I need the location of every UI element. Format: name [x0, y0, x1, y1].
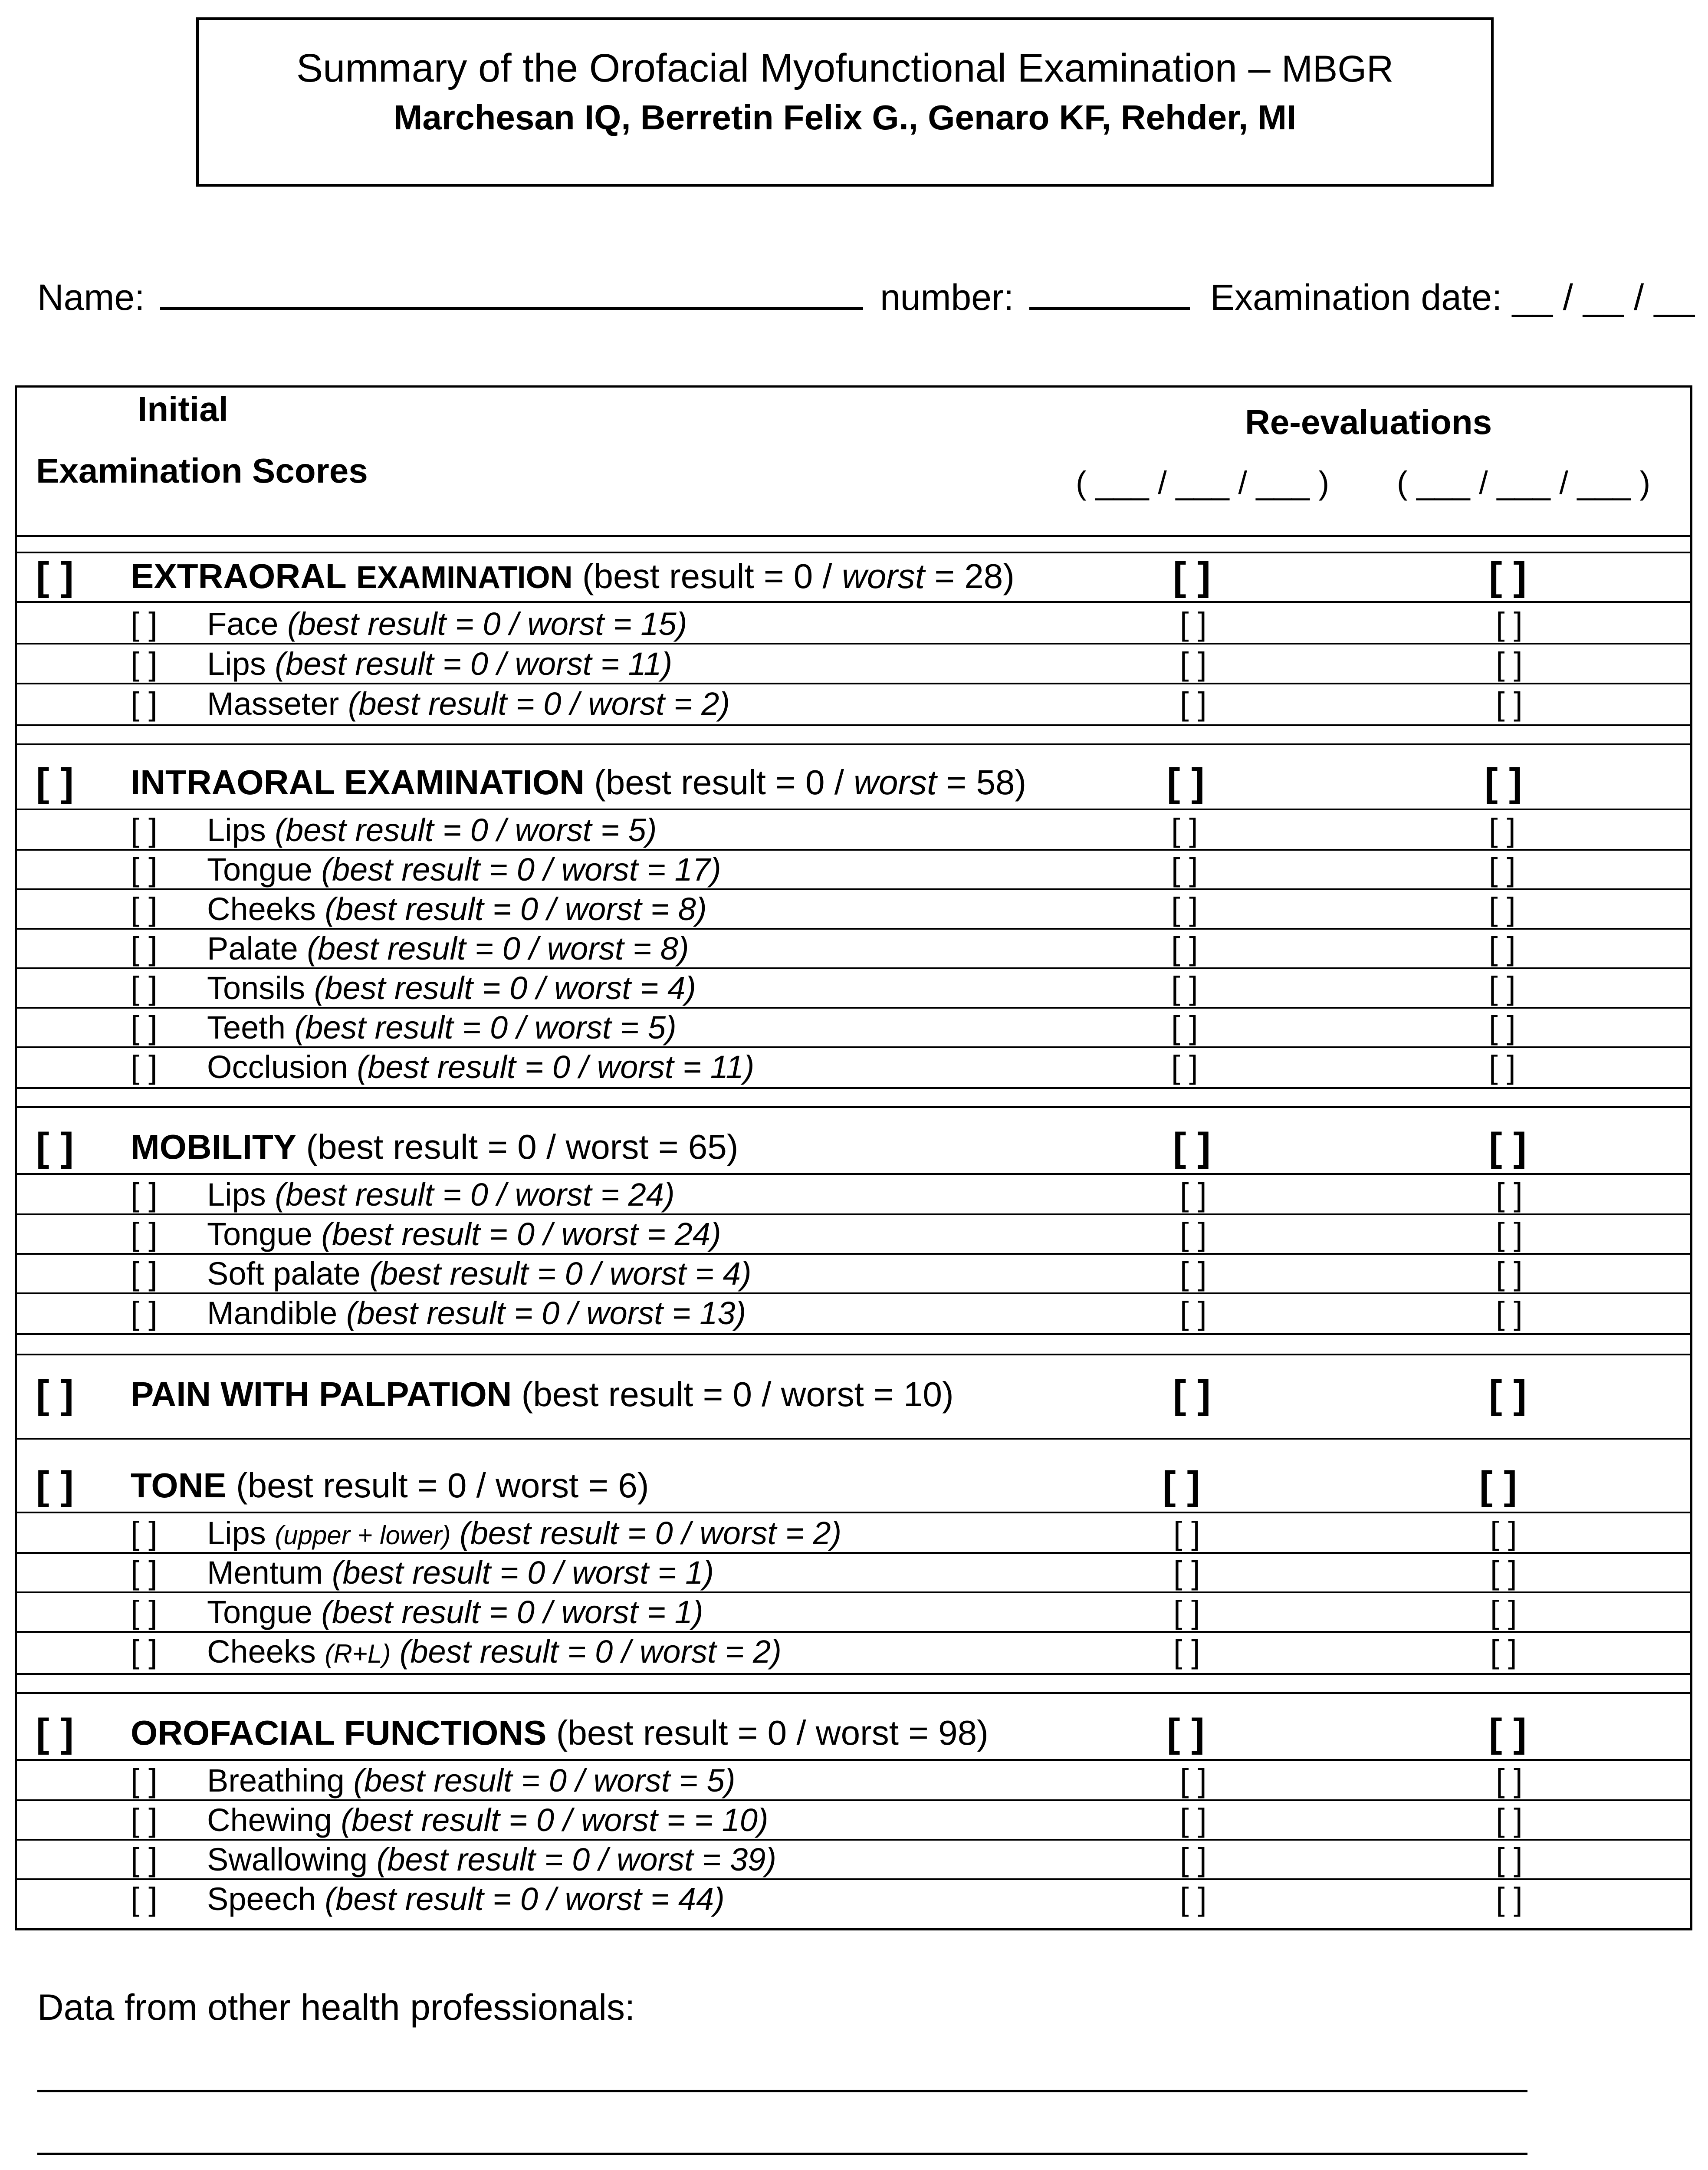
item-score-bracket[interactable]: [ ]	[131, 852, 158, 888]
item-label	[207, 1761, 735, 1800]
section-criteria-end: = 28)	[925, 557, 1015, 595]
item-label	[207, 890, 707, 929]
item-label	[207, 811, 657, 850]
reevaluation-1-item-bracket[interactable]: [ ]	[1180, 1216, 1207, 1252]
item-score-bracket[interactable]: [ ]	[131, 606, 158, 642]
form-title-text: Summary of the Orofacial Myofunctional Examination	[296, 46, 1237, 90]
item-name: Speech	[207, 1881, 316, 1917]
item-criteria: (best result = 0 / worst = 15)	[287, 606, 687, 642]
item-name: Mandible	[207, 1295, 338, 1331]
reevaluation-1-section-bracket[interactable]: [ ]	[1173, 1125, 1211, 1169]
item-name: Mentum	[207, 1555, 323, 1591]
reevaluation-2-section-bracket[interactable]: [ ]	[1489, 1711, 1527, 1755]
item-criteria: (best result = 0 / worst = 2)	[399, 1634, 782, 1670]
date-field[interactable]: __ / __ / __	[1512, 277, 1695, 318]
reevaluation-date-1[interactable]: ( ___ / ___ / ___ )	[1076, 465, 1330, 501]
section-score-bracket[interactable]: [ ]	[36, 760, 74, 805]
item-score-bracket[interactable]: [ ]	[131, 1881, 158, 1917]
item-criteria: (best result = 0 / worst = 11)	[357, 1049, 755, 1085]
item-name: Occlusion	[207, 1049, 348, 1085]
item-criteria: (best result = 0 / worst = 44)	[325, 1881, 725, 1917]
section-title	[131, 555, 1015, 599]
name-field[interactable]	[160, 299, 863, 310]
reevaluation-2-item-bracket[interactable]: [ ]	[1489, 930, 1516, 967]
reevaluation-1-item-bracket[interactable]: [ ]	[1171, 930, 1198, 967]
item-criteria: (best result = 0 / worst = 5)	[294, 1009, 677, 1046]
item-score-bracket[interactable]: [ ]	[131, 1295, 158, 1331]
item-name: Teeth	[207, 1009, 286, 1046]
item-note: (R+L)	[325, 1639, 391, 1668]
item-criteria: (best result = 0 / worst = 8)	[307, 930, 689, 967]
reevaluation-2-item-bracket[interactable]: [ ]	[1496, 1295, 1523, 1331]
reevaluation-1-item-bracket[interactable]: [ ]	[1173, 1634, 1200, 1670]
item-score-bracket[interactable]: [ ]	[131, 1594, 158, 1630]
item-note: (upper + lower)	[275, 1521, 451, 1550]
section-name: OROFACIAL FUNCTIONS	[131, 1713, 547, 1752]
patient-info-row	[37, 273, 1695, 321]
reevaluation-1-item-bracket[interactable]: [ ]	[1173, 1515, 1200, 1551]
item-name: Palate	[207, 930, 298, 967]
section-criteria: (best result = 0 / worst = 10)	[521, 1375, 954, 1414]
section-score-bracket[interactable]: [ ]	[36, 1463, 74, 1508]
row-divider	[17, 1512, 1690, 1513]
reevaluation-2-section-bracket[interactable]: [ ]	[1489, 554, 1527, 598]
item-criteria: (best result = 0 / worst = 5)	[353, 1762, 736, 1798]
reevaluation-2-item-bracket[interactable]: [ ]	[1496, 1881, 1523, 1917]
section-score-bracket[interactable]: [ ]	[36, 1711, 74, 1755]
item-label	[207, 1593, 703, 1632]
section-score-bracket[interactable]: [ ]	[36, 1125, 74, 1169]
reevaluation-1-item-bracket[interactable]: [ ]	[1180, 606, 1207, 642]
reevaluation-1-item-bracket[interactable]: [ ]	[1180, 646, 1207, 682]
reevaluation-1-item-bracket[interactable]: [ ]	[1180, 1177, 1207, 1213]
reevaluation-1-item-bracket[interactable]: [ ]	[1171, 970, 1198, 1006]
section-criteria: (best result = 0 / worst = 65)	[306, 1128, 739, 1166]
reevaluation-2-section-bracket[interactable]: [ ]	[1485, 760, 1522, 805]
item-name: Lips	[207, 1515, 266, 1551]
number-label: number:	[880, 277, 1014, 318]
item-label	[207, 644, 672, 684]
reevaluation-1-item-bracket[interactable]: [ ]	[1180, 1802, 1207, 1838]
section-name: INTRAORAL EXAMINATION	[131, 763, 585, 802]
reevaluation-2-item-bracket[interactable]: [ ]	[1490, 1634, 1517, 1670]
reevaluation-2-item-bracket[interactable]: [ ]	[1489, 970, 1516, 1006]
item-criteria: (best result = 0 / worst = 13)	[346, 1295, 746, 1331]
item-label	[207, 1880, 725, 1919]
section-criteria: (best result = 0 /	[582, 557, 842, 595]
row-divider	[17, 1173, 1690, 1175]
item-criteria: (best result = 0 / worst = 4)	[369, 1256, 752, 1292]
row-divider	[17, 601, 1690, 603]
item-label	[207, 1514, 841, 1555]
row-divider	[17, 1673, 1690, 1675]
item-score-bracket[interactable]: [ ]	[131, 1515, 158, 1551]
row-divider	[17, 552, 1690, 553]
item-score-bracket[interactable]: [ ]	[131, 1049, 158, 1085]
title-box	[196, 17, 1494, 187]
item-score-bracket[interactable]: [ ]	[131, 1841, 158, 1877]
scores-table	[15, 385, 1692, 1930]
reevaluation-1-item-bracket[interactable]: [ ]	[1171, 1049, 1198, 1085]
reevaluation-1-item-bracket[interactable]: [ ]	[1180, 1881, 1207, 1917]
reevaluation-1-section-bracket[interactable]: [ ]	[1167, 1711, 1205, 1755]
row-divider	[17, 1333, 1690, 1335]
item-label	[207, 969, 696, 1008]
reevaluation-2-item-bracket[interactable]: [ ]	[1490, 1594, 1517, 1630]
row-divider	[17, 1438, 1690, 1440]
item-label	[207, 1254, 752, 1293]
item-criteria: (best result = 0 / worst = 2)	[348, 686, 730, 722]
form-title-dash: –	[1237, 46, 1282, 90]
form-title	[199, 44, 1491, 93]
item-label	[207, 1801, 769, 1840]
reevaluation-2-item-bracket[interactable]: [ ]	[1490, 1555, 1517, 1591]
row-divider	[17, 1354, 1690, 1355]
reevaluation-2-item-bracket[interactable]: [ ]	[1496, 646, 1523, 682]
section-criteria-end: = 58)	[936, 763, 1027, 802]
item-score-bracket[interactable]: [ ]	[131, 1555, 158, 1591]
item-name: Cheeks	[207, 891, 316, 927]
number-field[interactable]	[1029, 299, 1190, 310]
date-label: Examination date:	[1210, 277, 1502, 318]
item-criteria: (best result = 0 / worst = = 10)	[341, 1802, 769, 1838]
reevaluation-1-item-bracket[interactable]: [ ]	[1180, 1256, 1207, 1292]
item-score-bracket[interactable]: [ ]	[131, 930, 158, 967]
item-score-bracket[interactable]: [ ]	[131, 812, 158, 848]
item-criteria: (best result = 0 / worst = 1)	[332, 1555, 714, 1591]
item-score-bracket[interactable]: [ ]	[131, 1177, 158, 1213]
item-label	[207, 850, 721, 889]
item-name: Breathing	[207, 1762, 345, 1798]
row-divider	[17, 1087, 1690, 1089]
section-criteria: (best result = 0 / worst = 6)	[236, 1466, 649, 1505]
reevaluation-1-item-bracket[interactable]: [ ]	[1171, 812, 1198, 848]
section-title	[131, 1125, 738, 1169]
reevaluation-2-item-bracket[interactable]: [ ]	[1496, 1762, 1523, 1798]
item-name: Soft palate	[207, 1256, 361, 1292]
item-score-bracket[interactable]: [ ]	[131, 1634, 158, 1670]
reevaluation-2-item-bracket[interactable]: [ ]	[1489, 1049, 1516, 1085]
reevaluation-date-2[interactable]: ( ___ / ___ / ___ )	[1397, 465, 1651, 501]
section-criteria-worst: worst	[841, 557, 925, 595]
reevaluation-2-item-bracket[interactable]: [ ]	[1496, 1177, 1523, 1213]
item-label	[207, 1048, 754, 1087]
reevaluation-1-section-bracket[interactable]: [ ]	[1163, 1463, 1200, 1508]
scores-header: Examination Scores	[36, 451, 368, 490]
row-divider	[17, 1106, 1690, 1108]
row-divider	[17, 535, 1690, 537]
item-criteria: (best result = 0 / worst = 1)	[321, 1594, 703, 1630]
reevaluation-2-section-bracket[interactable]: [ ]	[1489, 1125, 1527, 1169]
item-label	[207, 1632, 782, 1674]
item-score-bracket[interactable]: [ ]	[131, 1802, 158, 1838]
item-score-bracket[interactable]: [ ]	[131, 1216, 158, 1252]
section-title	[131, 761, 1026, 804]
reevaluations-header: Re-evaluations	[1245, 403, 1492, 441]
item-score-bracket[interactable]: [ ]	[131, 1256, 158, 1292]
item-label	[207, 684, 730, 723]
reevaluation-1-item-bracket[interactable]: [ ]	[1171, 852, 1198, 888]
item-label	[207, 605, 687, 644]
section-title	[131, 1373, 954, 1416]
reevaluation-2-item-bracket[interactable]: [ ]	[1489, 891, 1516, 927]
item-name: Tongue	[207, 852, 312, 888]
item-label	[207, 1553, 714, 1592]
item-name: Masseter	[207, 686, 339, 722]
reevaluation-2-item-bracket[interactable]: [ ]	[1489, 852, 1516, 888]
reevaluation-2-item-bracket[interactable]: [ ]	[1496, 686, 1523, 722]
item-criteria: (best result = 0 / worst = 24)	[321, 1216, 721, 1252]
reevaluation-2-item-bracket[interactable]: [ ]	[1496, 1256, 1523, 1292]
row-divider	[17, 809, 1690, 810]
item-name: Swallowing	[207, 1841, 368, 1877]
row-divider	[17, 743, 1690, 745]
section-name: PAIN WITH PALPATION	[131, 1375, 512, 1414]
item-score-bracket[interactable]: [ ]	[131, 891, 158, 927]
item-name: Tongue	[207, 1216, 312, 1252]
reevaluation-1-item-bracket[interactable]: [ ]	[1171, 1009, 1198, 1046]
item-name: Lips	[207, 1177, 266, 1213]
reevaluation-1-section-bracket[interactable]: [ ]	[1173, 1372, 1211, 1417]
reevaluation-1-item-bracket[interactable]: [ ]	[1180, 1295, 1207, 1331]
section-criteria-worst: worst	[854, 763, 937, 802]
reevaluation-1-item-bracket[interactable]: [ ]	[1173, 1555, 1200, 1591]
reevaluation-2-item-bracket[interactable]: [ ]	[1489, 812, 1516, 848]
item-label	[207, 1008, 677, 1047]
reevaluation-2-section-bracket[interactable]: [ ]	[1479, 1463, 1517, 1508]
item-name: Cheeks	[207, 1634, 316, 1670]
item-criteria: (best result = 0 / worst = 39)	[376, 1841, 777, 1877]
reevaluation-2-item-bracket[interactable]: [ ]	[1489, 1009, 1516, 1046]
section-score-bracket[interactable]: [ ]	[36, 554, 74, 598]
row-divider	[17, 724, 1690, 726]
reevaluation-1-item-bracket[interactable]: [ ]	[1180, 1762, 1207, 1798]
section-criteria: (best result = 0 / worst = 98)	[556, 1713, 989, 1752]
item-criteria: (best result = 0 / worst = 4)	[314, 970, 696, 1006]
reevaluation-1-item-bracket[interactable]: [ ]	[1173, 1594, 1200, 1630]
form-authors: Marchesan IQ, Berretin Felix G., Genaro KF, Rehder, MI	[393, 98, 1297, 137]
row-divider	[17, 1692, 1690, 1694]
section-title	[131, 1711, 989, 1755]
reevaluation-1-item-bracket[interactable]: [ ]	[1171, 891, 1198, 927]
item-criteria: (best result = 0 / worst = 17)	[321, 852, 721, 888]
item-criteria: (best result = 0 / worst = 5)	[275, 812, 657, 848]
item-label	[207, 1175, 675, 1214]
item-score-bracket[interactable]: [ ]	[131, 1009, 158, 1046]
item-name: Lips	[207, 646, 266, 682]
reevaluation-1-section-bracket[interactable]: [ ]	[1173, 554, 1211, 598]
item-name: Chewing	[207, 1802, 332, 1838]
item-score-bracket[interactable]: [ ]	[131, 970, 158, 1006]
item-name: Tongue	[207, 1594, 312, 1630]
item-label	[207, 1840, 776, 1879]
other-professionals-line-2[interactable]	[37, 2153, 1527, 2155]
item-criteria: (best result = 0 / worst = 24)	[275, 1177, 675, 1213]
section-name: MOBILITY	[131, 1128, 297, 1166]
initial-header: Initial	[138, 390, 228, 428]
item-criteria: (best result = 0 / worst = 8)	[325, 891, 707, 927]
item-name: Face	[207, 606, 279, 642]
section-name: TONE	[131, 1466, 227, 1505]
section-score-bracket[interactable]: [ ]	[36, 1372, 74, 1417]
section-name-suffix: EXAMINATION	[356, 560, 573, 595]
item-name: Lips	[207, 812, 266, 848]
reevaluation-1-item-bracket[interactable]: [ ]	[1180, 1841, 1207, 1877]
row-divider	[17, 1759, 1690, 1761]
reevaluation-1-section-bracket[interactable]: [ ]	[1167, 760, 1205, 805]
item-name: Tonsils	[207, 970, 305, 1006]
name-label: Name:	[37, 277, 145, 318]
form-title-suffix: MBGR	[1281, 48, 1394, 90]
item-label	[207, 1294, 746, 1333]
reevaluation-2-item-bracket[interactable]: [ ]	[1496, 1841, 1523, 1877]
section-name: EXTRAORAL	[131, 557, 347, 595]
reevaluation-2-item-bracket[interactable]: [ ]	[1496, 1802, 1523, 1838]
item-criteria: (best result = 0 / worst = 2)	[460, 1515, 842, 1551]
reevaluation-2-item-bracket[interactable]: [ ]	[1496, 606, 1523, 642]
item-criteria: (best result = 0 / worst = 11)	[275, 646, 673, 682]
reevaluation-2-item-bracket[interactable]: [ ]	[1490, 1515, 1517, 1551]
reevaluation-2-section-bracket[interactable]: [ ]	[1489, 1372, 1527, 1417]
reevaluation-2-item-bracket[interactable]: [ ]	[1496, 1216, 1523, 1252]
reevaluation-1-item-bracket[interactable]: [ ]	[1180, 686, 1207, 722]
section-title	[131, 1464, 649, 1507]
item-label	[207, 929, 689, 968]
section-criteria: (best result = 0 /	[594, 763, 854, 802]
other-professionals-label: Data from other health professionals:	[37, 1987, 635, 2028]
item-score-bracket[interactable]: [ ]	[131, 686, 158, 722]
item-score-bracket[interactable]: [ ]	[131, 646, 158, 682]
other-professionals-line-1[interactable]	[37, 2090, 1527, 2092]
item-label	[207, 1215, 721, 1254]
item-score-bracket[interactable]: [ ]	[131, 1762, 158, 1798]
